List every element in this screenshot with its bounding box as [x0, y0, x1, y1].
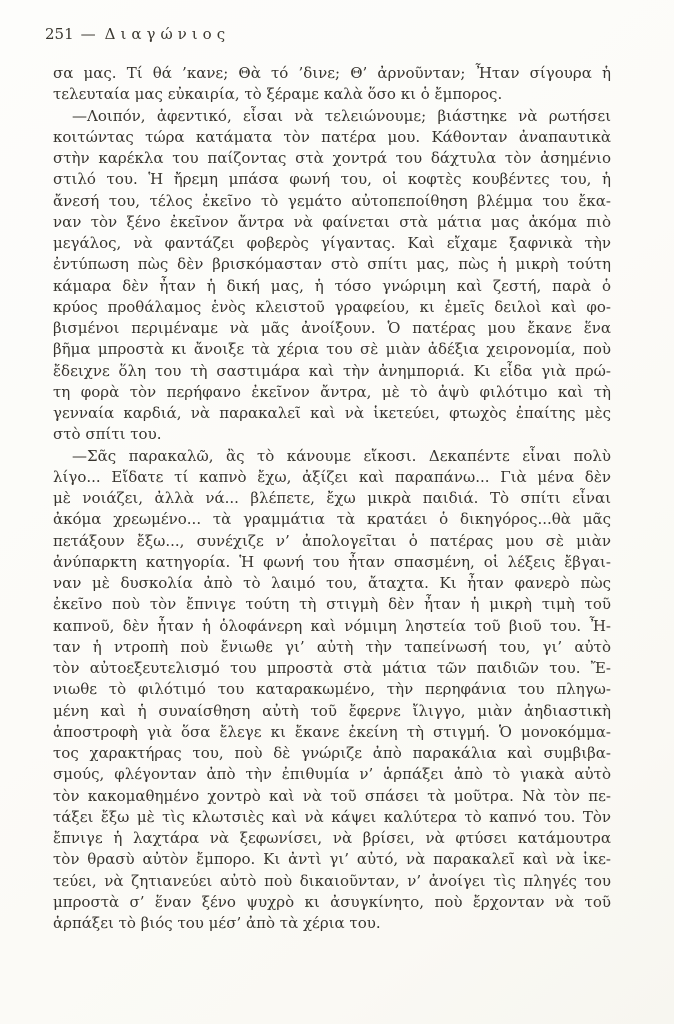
text-line: ταν ἡ ντροπὴ ποὺ ἔνιωθε γι’ αὐτὴ τὴν ταπείνωσή του, γι’ αὐτὸ: [53, 637, 611, 656]
text-line: τὸν αὐτοεξευτελισμό του μπροστὰ στὰ μάτια τῶν παιδιῶν του. Ἔ-: [53, 659, 611, 677]
text-line: μένη καὶ ἡ συναίσθηση αὐτὴ τοῦ ἔφερνε ἴλιγγο, μιὰν ἀηδιαστικὴ: [53, 701, 611, 720]
body-text: [53, 63, 611, 934]
text-line: ναν μὲ δυσκολία ἀπὸ τὸ λαιμό του, ἄταχτα. Κι ἦταν φανερὸ πὼς: [53, 574, 611, 592]
text-line: ἀνύπαρκτη κατηγορία. Ἡ φωνή του ἦταν σπασμένη, οἱ λέξεις ἔβγαι-: [53, 552, 611, 571]
text-line: τάξει ἔξω μὲ τὶς κλωτσιὲς καὶ νὰ κάψει καλύτερα τὸ καπνό του. Τὸν: [53, 807, 611, 826]
text-line: σμούς, φλέγονταν ἀπὸ τὴν ἐπιθυμία ν’ ἁρπάξει ἀπὸ τὸ γιακὰ αὐτὸ: [53, 765, 611, 784]
page-header: [45, 25, 230, 43]
running-title: Διαγώνιος: [104, 25, 231, 43]
text-line: τεύει, νὰ ζητιανεύει αὐτὸ ποὺ δικαιοῦνταν, ν’ ἀνοίγει τὶς πληγές του: [53, 871, 611, 890]
text-line: κρύος προθάλαμος ἑνὸς κλειστοῦ γραφείου, κι ἐμεῖς δειλοὶ καὶ φο-: [53, 297, 611, 316]
page-number: 251: [45, 25, 74, 43]
text-line: κάμαρα δὲν ἦταν ἡ δική μας, ἡ τόσο γνώριμη καὶ ζεστή, παρὰ ὁ: [53, 276, 611, 295]
text-line: ἔπνιγε ἡ λαχτάρα νὰ ξεφωνίσει, νὰ βρίσει, νὰ φτύσει κατάμουτρα: [53, 829, 611, 847]
text-line: τὸν κακομαθημένο χοντρὸ καὶ νὰ τοῦ σπάσει τὰ μοῦτρα. Νὰ τὸν πε-: [53, 786, 611, 805]
text-line: καπνοῦ, δὲν ἦταν ἡ ὁλοφάνερη καὶ νόμιμη ληστεία τοῦ βιοῦ του. Ἦ-: [53, 616, 611, 635]
text-line: ναν τὸν ξένο ἐκεῖνον ἄντρα νὰ φαίνεται στὰ μάτια μας ἀκόμα πιὸ: [53, 212, 611, 231]
text-line: στὸ σπίτι του.: [53, 425, 162, 444]
text-line: ἐντύπωση πὼς δὲν βρισκόμασταν στὸ σπίτι μας, πὼς ἡ μικρὴ τούτη: [53, 255, 611, 274]
text-line: κοιτώντας τώρα κατάματα τὸν πατέρα μου. Κάθονταν ἀναπαυτικὰ: [53, 127, 611, 146]
text-line: μεγάλος, νὰ φαντάζει φοβερὸς γίγαντας. Καὶ εἴχαμε ξαφνικὰ τὴν: [53, 234, 611, 252]
text-line: ἀποστροφὴ γιὰ ὅσα ἔλεγε κι ἔκανε ἐκείνη τὴ στιγμή. Ὁ μονοκόμμα-: [53, 722, 611, 741]
header-dash: —: [80, 25, 96, 43]
text-line: τελευταία μας εὐκαιρία, τὸ ξέραμε καλὰ ὅσο κι ὁ ἔμπορος.: [53, 85, 503, 104]
text-line: —Σᾶς παρακαλῶ, ἂς τὸ κάνουμε εἴκοσι. Δεκαπέντε εἶναι πολὺ: [72, 446, 611, 465]
text-line: πετάξουν ἔξω..., συνέχιζε ν’ ἀπολογεῖται ὁ πατέρας μου σὲ μιὰν: [53, 531, 611, 550]
text-line: μπροστὰ σ’ ἕναν ξένο ψυχρὸ κι ἀσυγκίνητο, ποὺ ἔρχονταν νὰ τοῦ: [53, 892, 611, 911]
text-line: ἔδειχνε ὅλη του τὴ σαστιμάρα καὶ τὴν ἀνημποριά. Κι εἶδα γιὰ πρώ-: [53, 361, 611, 380]
text-line: βῆμα μπροστὰ κι ἄνοιξε τὰ χέρια του σὲ μιὰν ἀδέξια χειρονομία, ποὺ: [53, 340, 611, 359]
text-line: στιλό του. Ἡ ἤρεμη μπάσα φωνή του, οἱ κοφτὲς κουβέντες του, ἡ: [53, 170, 611, 189]
text-line: τη φορὰ τὸν περήφανο ἐκεῖνον ἄντρα, μὲ τὸ ἀψὺ φιλότιμο καὶ τὴ: [53, 382, 611, 401]
text-line: λίγο... Εἴδατε τί καπνὸ ἔχω, ἀξίζει καὶ παραπάνω... Γιὰ μένα δὲν: [53, 467, 611, 486]
text-line: τὸν θρασὺ αὐτὸν ἔμπορο. Κι ἀντὶ γι’ αὐτό, νὰ παρακαλεῖ καὶ νὰ ἱκε-: [53, 850, 611, 869]
text-line: σα μας. Τί θά ’κανε; Θὰ τό ’δινε; Θ’ ἀρνοῦνταν; Ἦταν σίγουρα ἡ: [53, 64, 611, 82]
text-line: γενναία καρδιά, νὰ παρακαλεῖ καὶ νὰ ἱκετεύει, φτωχὸς ἐπαίτης μὲς: [53, 404, 611, 422]
text-line: ἐκεῖνο ποὺ τὸν ἔπνιγε τούτη τὴ στιγμὴ δὲν ἦταν ἡ μικρὴ τιμὴ τοῦ: [53, 595, 611, 614]
text-line: ἁρπάξει τὸ βιός του μέσ’ ἀπὸ τὰ χέρια του.: [53, 914, 381, 932]
text-line: ἀκόμα χρεωμένο... τὰ γραμμάτια τὰ κρατάει ὁ δικηγόρος...θὰ μᾶς: [53, 510, 611, 529]
text-line: μὲ νοιάζει, ἀλλὰ νά... βλέπετε, ἔχω μικρὰ παιδιά. Τὸ σπίτι εἶναι: [53, 489, 611, 507]
text-line: —Λοιπόν, ἀφεντικό, εἶσαι νὰ τελειώνουμε; βιάστηκε νὰ ρωτήσει: [72, 106, 611, 125]
text-line: βισμένοι περιμέναμε νὰ μᾶς ἀνοίξουν. Ὁ πατέρας μου ἔκανε ἕνα: [53, 319, 611, 337]
text-line: στὴν καρέκλα του παίζοντας στὰ χοντρά του δάχτυλα τὸν ἀσημένιο: [53, 149, 611, 167]
text-line: τος χαρακτήρας του, ποὺ δὲ γνώριζε ἀπὸ παρακάλια καὶ συμβιβα-: [53, 744, 611, 762]
text-line: νιωθε τὸ φιλότιμό του καταρακωμένο, τὴν περηφάνια του πληγω-: [53, 680, 611, 699]
text-line: ἄνεσή του, τέλος ἐκεῖνο τὸ γεμάτο αὐτοπεποίθηση βλέμμα του ἔκα-: [53, 191, 611, 210]
